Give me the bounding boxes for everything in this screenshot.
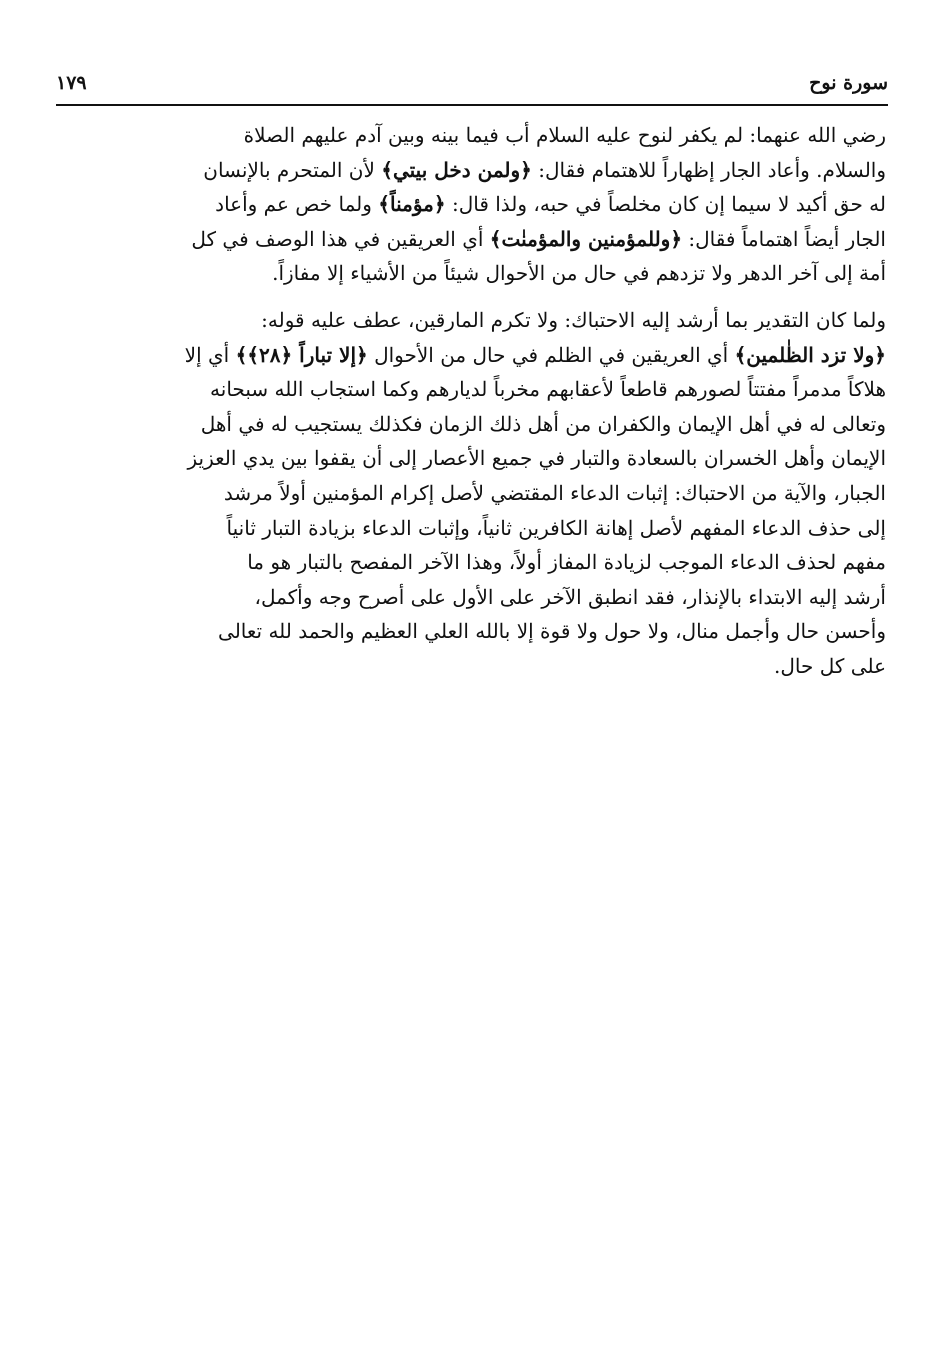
text-line: أمة إلى آخر الدهر ولا تزدهم في حال من الأحوال شيئاً من الأشياء إلا مفازاً. [272,261,886,286]
text-line: مفهم لحذف الدعاء الموجب لزيادة المفاز أولاً، وهذا الآخر المفصح بالتبار هو ما [247,550,886,575]
text-line: الجار أيضاً اهتماماً فقال: ﴿وللمؤمنين والمؤمنٰت﴾ أي العريقين في هذا الوصف في كل [191,226,886,251]
header-rule [56,104,888,106]
text-line: هلاكاً مدمراً مفتتاً لصورهم قاطعاً لأعقابهم مخرباً لديارهم وكما استجاب الله سبحانه [210,377,886,402]
text-line: له حق أكيد لا سيما إن كان مخلصاً في حبه، ولذا قال: ﴿مؤمناً﴾ ولما خص عم وأعاد [215,192,886,217]
quran-quote: ﴿ولمن دخل بيتي﴾ [381,157,532,182]
page-header [56,68,888,102]
text-line: رضي الله عنهما: لم يكفر لنوح عليه السلام أب فيما بينه وبين آدم عليهم الصلاة [243,123,886,147]
text-line: إلى حذف الدعاء المفهم لأصل إهانة الكافرين ثانياً، وإثبات الدعاء بزيادة التبار ثانياً [226,515,886,540]
text-line: ولما كان التقدير بما أرشد إليه الاحتباك: ولا تكرم المارقين، عطف عليه قوله: [261,307,886,332]
quran-quote: ﴿ولا تزد الظٰلمين﴾ [734,342,886,367]
text-line: على كل حال. [774,653,886,678]
quran-quote: ﴿إلا تباراً ﴿٢٨﴾﴾ [235,342,368,367]
quran-quote: ﴿وللمؤمنين والمؤمنٰت﴾ [489,226,683,251]
text-line: والسلام. وأعاد الجار إظهاراً للاهتمام فقال: ﴿ولمن دخل بيتي﴾ لأن المتحرم بالإنسان [203,157,886,182]
text-line: الجبار، والآية من الاحتباك: إثبات الدعاء المقتضي لأصل إكرام المؤمنين أولاً مرشد [223,480,886,505]
paragraph-1 [58,118,886,291]
surah-title: سورة نوح [809,72,888,94]
paragraph-2 [58,303,886,684]
text-line: الإيمان وأهل الخسران بالسعادة والتبار في جميع الأعصار إلى أن يقفوا بين يدي العزيز [187,446,886,471]
quran-quote: ﴿مؤمناً﴾ [378,192,446,217]
page-number: ١٧٩ [56,72,87,94]
text-line: وتعالى له في أهل الإيمان والكفران من أهل ذلك الزمان فكذلك يستجيب له في أهل [200,411,886,436]
text-line: وأحسن حال وأجمل منال، ولا حول ولا قوة إلا بالله العلي العظيم والحمد لله تعالى [218,619,886,644]
paragraph-spacer [58,291,886,303]
text-line: ﴿ولا تزد الظٰلمين﴾ أي العريقين في الظلم في حال من الأحوال ﴿إلا تباراً ﴿٢٨﴾﴾ أي إلا [184,342,886,367]
page-body [58,118,886,684]
text-line: أرشد إليه الابتداء بالإنذار، فقد انطبق الآخر على الأول على أصرح وجه وأكمل، [254,584,886,609]
